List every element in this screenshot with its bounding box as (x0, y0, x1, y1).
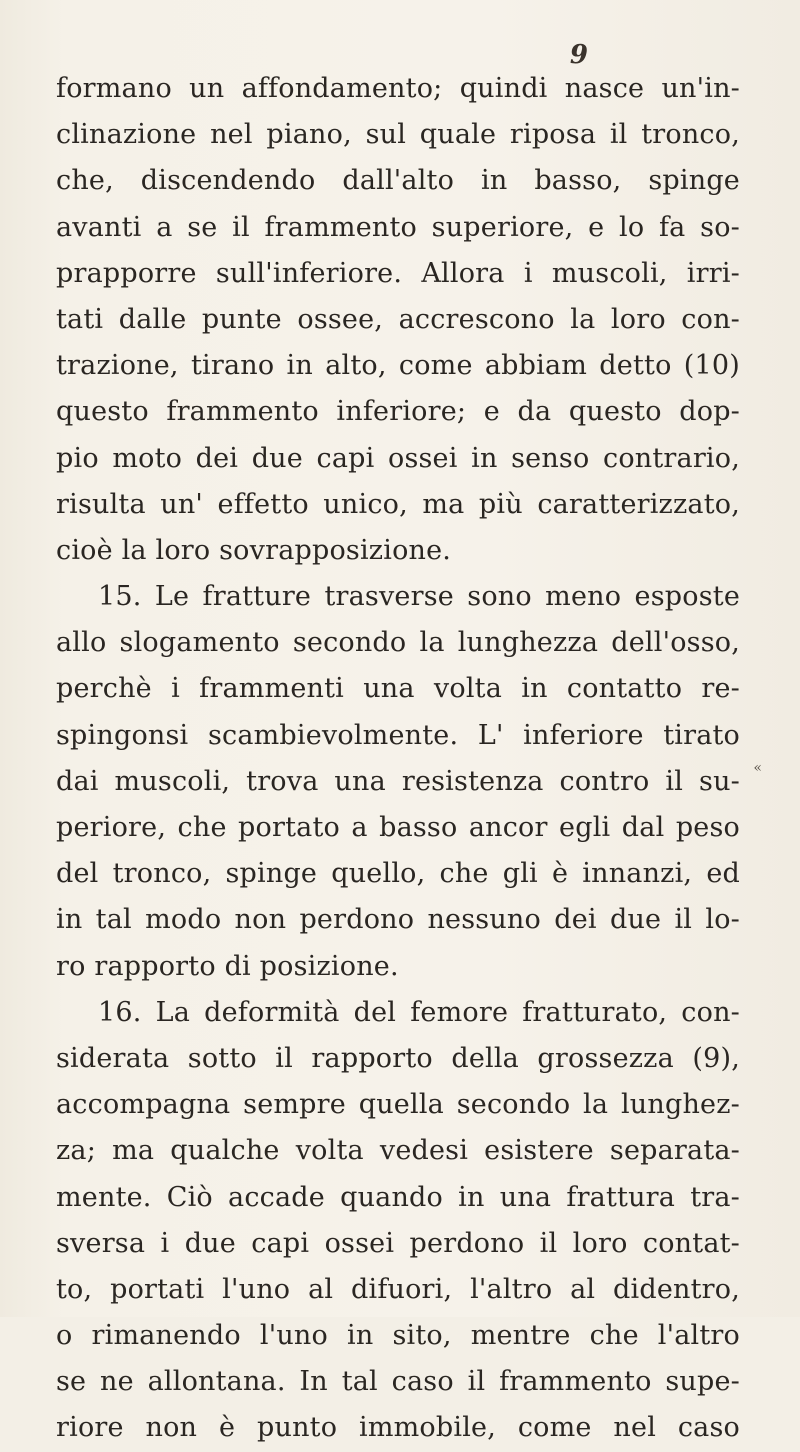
text-line: in tal modo non perdono nessuno dei due il lo- (56, 904, 740, 936)
body-text (56, 66, 740, 1452)
text-line: pio moto dei due capi ossei in senso contrario, (56, 442, 740, 474)
text-line: allo slogamento secondo la lunghezza dell'osso, (56, 627, 740, 659)
text-line: clinazione nel piano, sul quale riposa il tronco, (56, 119, 740, 151)
text-line: siderata sotto il rapporto della grossezza (9), (56, 1042, 740, 1074)
text-line: formano un affondamento; quindi nasce un'in- (56, 73, 740, 104)
text-line: del tronco, spinge quello, che gli è innanzi, ed (56, 858, 740, 890)
text-line: prapporre sull'inferiore. Allora i muscoli, irri- (56, 257, 740, 289)
margin-mark: « (753, 760, 762, 776)
text-line: to, portati l'uno al difuori, l'altro al didentro, (56, 1273, 740, 1305)
text-line: trazione, tirano in alto, come abbiam detto (10) (56, 350, 740, 382)
text-line: sversa i due capi ossei perdono il loro contat- (56, 1227, 740, 1259)
text-line: dai muscoli, trova una resistenza contro il su- (56, 765, 740, 797)
text-line: tati dalle punte ossee, accrescono la loro con- (56, 303, 740, 335)
text-line: periore, che portato a basso ancor egli dal peso (56, 812, 740, 843)
text-line: spingonsi scambievolmente. L' inferiore tirato (56, 719, 740, 751)
text-line: che, discendendo dall'alto in basso, spinge (56, 165, 740, 197)
text-line: 15. Le fratture trasverse sono meno esposte (98, 581, 740, 613)
page-number: 9 (569, 40, 588, 70)
text-line: accompagna sempre quella secondo la lunghez- (56, 1089, 740, 1121)
text-line: o rimanendo l'uno in sito, mentre che l'altro (56, 1320, 740, 1352)
text-line: ro rapporto di posizione. (56, 950, 399, 982)
text-line: 16. La deformità del femore fratturato, con- (98, 996, 740, 1028)
text-line: riore non è punto immobile, come nel caso (56, 1412, 740, 1444)
text-line: mente. Ciò accade quando in una frattura tra- (56, 1181, 740, 1213)
text-line: cioè la loro sovrapposizione. (56, 534, 452, 566)
text-line: risulta un' effetto unico, ma più caratterizzato, (56, 488, 740, 520)
text-line: questo frammento inferiore; e da questo dop- (56, 396, 740, 428)
text-line: za; ma qualche volta vedesi esistere separata- (56, 1135, 740, 1167)
text-line: avanti a se il frammento superiore, e lo fa so- (56, 211, 740, 243)
text-line: se ne allontana. In tal caso il frammento supe- (56, 1366, 740, 1398)
text-line: perchè i frammenti una volta in contatto re- (56, 673, 740, 705)
